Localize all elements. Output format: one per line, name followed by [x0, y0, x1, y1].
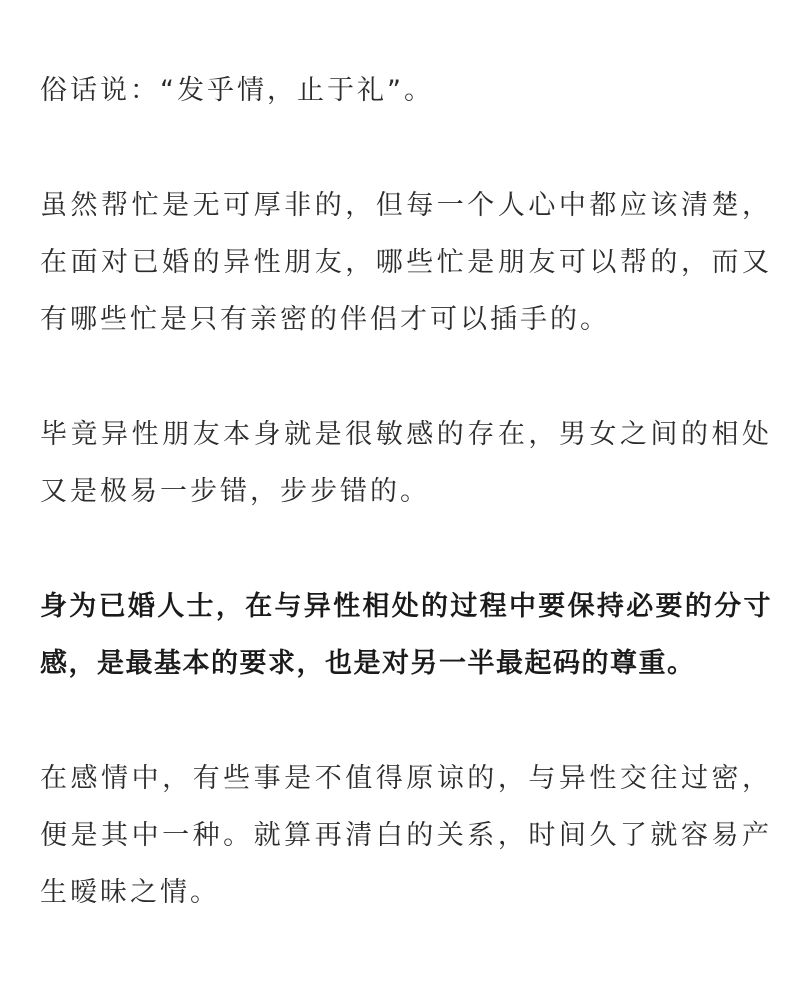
- paragraph-sensitivity: 毕竟异性朋友本身就是很敏感的存在，男女之间的相处又是极易一步错，步步错的。: [40, 419, 772, 507]
- paragraph-proverb: 俗话说：“发乎情，止于礼”。: [40, 75, 434, 106]
- paragraph-helping: 虽然帮忙是无可厚非的，但每一个人心中都应该清楚，在面对已婚的异性朋友，哪些忙是朋友可以帮的，而又有哪些忙是只有亲密的伴侣才可以插手的。: [40, 190, 772, 335]
- paragraph-emphasis: 身为已婚人士，在与异性相处的过程中要保持必要的分寸感，是最基本的要求，也是对另一半最起码的尊重。: [40, 591, 772, 679]
- paragraph-conclusion: 在感情中，有些事是不值得原谅的，与异性交往过密，便是其中一种。就算再清白的关系，时间久了就容易产生暧昧之情。: [40, 763, 772, 908]
